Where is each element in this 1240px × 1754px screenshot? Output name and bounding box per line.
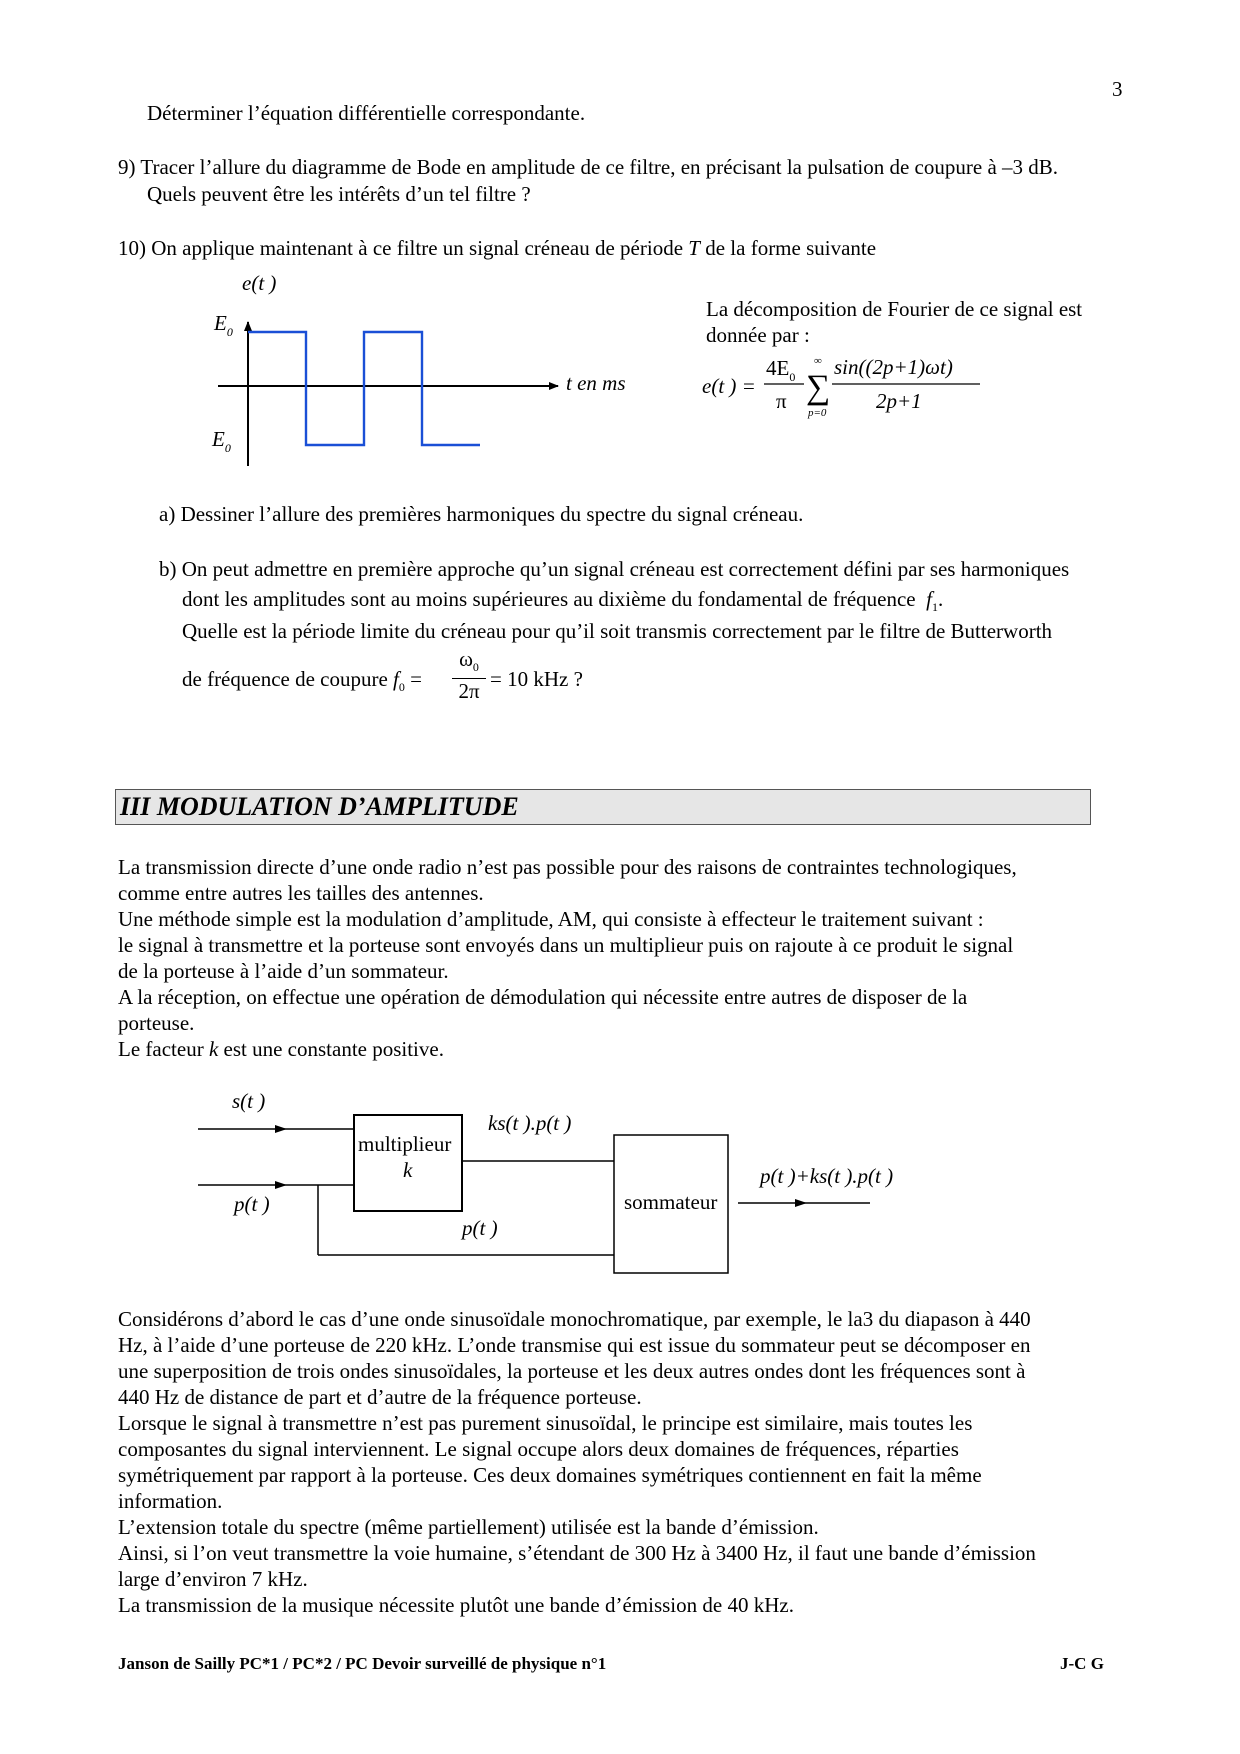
intro-line: Le facteur k est une constante positive. <box>118 1037 444 1061</box>
bypass-label: p(t ) <box>462 1216 498 1240</box>
square-wave <box>248 332 480 445</box>
sum-upper: ∞ <box>814 355 822 367</box>
body-line: information. <box>118 1489 223 1513</box>
omega-symbol: ω <box>459 647 473 671</box>
adder-label: sommateur <box>624 1190 718 1214</box>
page-number: 3 <box>1112 77 1123 101</box>
text-line: Déterminer l’équation différentielle correspondante. <box>147 101 586 125</box>
question-b-line2: dont les amplitudes sont au moins supérieures au dixième du fondamental de fréquence $f_1$. <box>182 587 944 615</box>
body-line: symétriquement par rapport à la porteuse. Ces deux domaines symétriques contiennent en fait la même <box>118 1463 982 1487</box>
f1-symbol: f <box>926 587 932 611</box>
question-b-text: dont les amplitudes sont au moins supérieures au dixième du fondamental de fréquence <box>182 587 916 611</box>
intro-paragraph <box>118 854 1128 1062</box>
body-line: composantes du signal interviennent. Le signal occupe alors deux domaines de fréquences, réparties <box>118 1437 959 1461</box>
section-title: III MODULATION D’AMPLITUDE <box>115 789 1091 825</box>
cutoff-value: = 10 kHz ? <box>490 667 583 691</box>
footer-right: J-C G <box>1060 1654 1104 1673</box>
question-a: a) Dessiner l’allure des premières harmoniques du spectre du signal créneau. <box>159 502 804 526</box>
f0-subscript: 0 <box>398 680 405 695</box>
period-symbol: T <box>688 236 700 260</box>
question-10-text-b: de la forme suivante <box>699 236 877 260</box>
question-9-line1: 9) Tracer l’allure du diagramme de Bode en amplitude de ce filtre, en précisant la pulsation de coupure à –3 dB. <box>118 155 1059 179</box>
output-label: p(t )+ks(t ).p(t ) <box>760 1164 894 1188</box>
fraction-numerator: sin((2p+1)ωt) <box>834 355 953 379</box>
body-line: Considérons d’abord le cas d’une onde sinusoïdale monochromatique, par exemple, le la3 du diapason à 440 <box>118 1307 1031 1331</box>
intro-line: comme entre autres les tailles des antennes. <box>118 881 484 905</box>
f0-symbol: f <box>393 667 399 691</box>
multiplier-k: k <box>403 1158 413 1182</box>
fourier-formula <box>700 350 1000 420</box>
body-line: Lorsque le signal à transmettre n’est pas purement sinusoïdal, le principe est similaire, mais toutes les <box>118 1411 973 1435</box>
x-axis-label <box>566 370 626 396</box>
omega-subscript: 0 <box>472 660 479 675</box>
body-line: Hz, à l’aide d’une porteuse de 220 kHz. L’onde transmise qui est issue du sommateur peut se décomposer en <box>118 1333 1031 1357</box>
body-line: 440 Hz de distance de part et d’autre de la fréquence porteuse. <box>118 1385 642 1409</box>
fourier-text-line1: La décomposition de Fourier de ce signal est <box>706 297 1083 321</box>
fraction-denominator: 2p+1 <box>876 389 922 413</box>
fourier-text-line2: donnée par : <box>706 323 810 347</box>
f1-subscript: 1 <box>931 600 938 615</box>
omega0-over-2pi <box>452 648 486 703</box>
footer-left: Janson de Sailly PC*1 / PC*2 / PC Devoir surveillé de physique n°1 <box>118 1654 607 1673</box>
body-paragraph <box>118 1306 1128 1618</box>
formula-lhs: e(t ) = <box>702 374 756 398</box>
coef-numerator: $4E_0$ <box>766 356 796 384</box>
sum-symbol: ∑ <box>806 369 831 406</box>
question-b-line1: b) On peut admettre en première approche qu’un signal créneau est correctement défini par ses harmoniques <box>159 557 1070 581</box>
body-line: une superposition de trois ondes sinusoïdales, la porteuse et les deux autres ondes dont les fréquences sont à <box>118 1359 1026 1383</box>
am-block-diagram <box>190 1085 950 1295</box>
question-b-line3: Quelle est la période limite du créneau pour qu’il soit transmis correctement par le filtre de Butterworth <box>182 619 1053 643</box>
question-b-line4 <box>182 666 422 700</box>
question-b-text-cutoff: de fréquence de coupure <box>182 667 388 691</box>
intro-line: A la réception, on effectue une opération de démodulation qui nécessite entre autres de disposer de la <box>118 985 968 1009</box>
y-axis-label: e(t ) <box>242 271 277 295</box>
input-p-label: p(t ) <box>234 1192 270 1216</box>
two-pi: 2π <box>458 679 480 704</box>
sum-lower: p=0 <box>808 407 827 419</box>
square-wave-figure <box>200 270 620 470</box>
input-s-label: s(t ) <box>232 1089 266 1113</box>
intro-line: le signal à transmettre et la porteuse sont envoyés dans un multiplieur puis on rajoute à ce produit le signal <box>118 933 1014 957</box>
coef-denominator: π <box>776 389 787 413</box>
multiplier-label: multiplieur <box>358 1132 452 1156</box>
body-line: L’extension totale du spectre (même partiellement) utilisée est la bande d’émission. <box>118 1515 819 1539</box>
body-line: large d’environ 7 kHz. <box>118 1567 308 1591</box>
body-line: La transmission de la musique nécessite plutôt une bande d’émission de 40 kHz. <box>118 1593 794 1617</box>
intro-line: porteuse. <box>118 1011 195 1035</box>
k-symbol: k <box>208 1037 219 1061</box>
intro-line: de la porteuse à l’aide d’un sommateur. <box>118 959 449 983</box>
question-10 <box>118 235 876 261</box>
equals-sign: = <box>410 667 422 691</box>
intro-line: Une méthode simple est la modulation d’amplitude, AM, qui consiste à effecteur le traitement suivant : <box>118 907 984 931</box>
question-9-line2: Quels peuvent être les intérêts d’un tel filtre ? <box>147 182 531 206</box>
intro-line: La transmission directe d’une onde radio n’est pas possible pour des raisons de contraintes technologiques, <box>118 855 1017 879</box>
product-label: ks(t ).p(t ) <box>488 1111 572 1135</box>
question-10-text-a: 10) On applique maintenant à ce filtre un signal créneau de période <box>118 236 689 260</box>
e0-top-label: $E_0$ <box>214 311 233 339</box>
x-axis-label-text: t en ms <box>566 371 626 395</box>
e0-bottom-label: $E_0$ <box>212 427 231 455</box>
body-line: Ainsi, si l’on veut transmettre la voie humaine, s’étendant de 300 Hz à 3400 Hz, il faut une bande d’émission <box>118 1541 1036 1565</box>
